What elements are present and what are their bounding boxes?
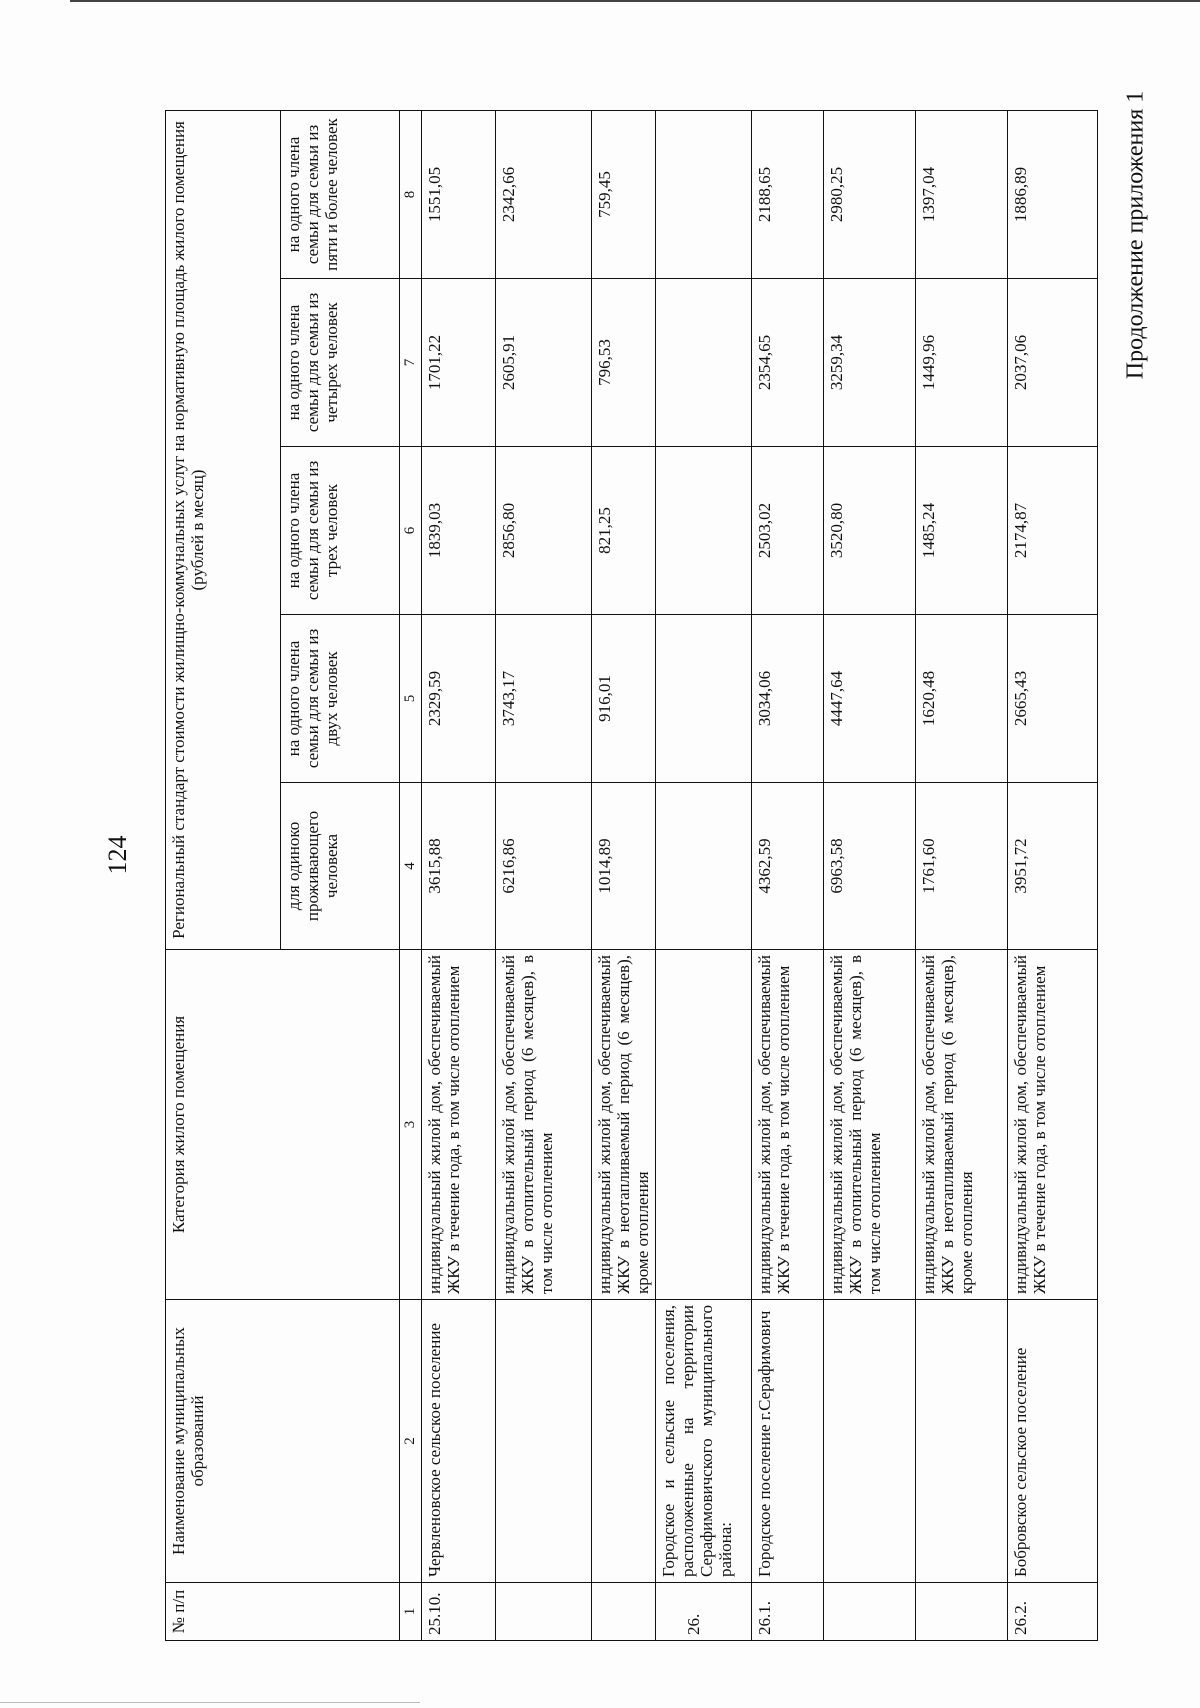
table-row xyxy=(496,111,592,1641)
municipality-name: Городское поселение г.Серафимович xyxy=(752,1300,824,1583)
municipality-name: Бобровское сельское поселение xyxy=(1008,1300,1098,1583)
column-number: 7 xyxy=(400,279,422,447)
value-family-3: 2856,80 xyxy=(496,447,592,615)
value-family-5: 1397,04 xyxy=(916,111,1008,279)
column-number: 8 xyxy=(400,111,422,279)
row-number: 26.2. xyxy=(1008,1583,1098,1641)
column-number: 5 xyxy=(400,615,422,783)
value-family-4: 1449,96 xyxy=(916,279,1008,447)
housing-category: индивидуальный жилой дом, обеспечиваемый ЖКУ в отопительный период (6 месяцев), в том числе отоплением xyxy=(824,950,916,1300)
value-family-3: 1485,24 xyxy=(916,447,1008,615)
value-family-5: 2342,66 xyxy=(496,111,592,279)
value-family-2: 4447,64 xyxy=(824,615,916,783)
table-row xyxy=(824,111,916,1641)
header-family-5: на одного члена семьи для семьи из пяти и более человек xyxy=(281,111,400,279)
value-family-3: 1839,03 xyxy=(422,447,496,615)
value-single: 3951,72 xyxy=(1008,783,1098,950)
value-family-4: 2354,65 xyxy=(752,279,824,447)
row-number: 26.1. xyxy=(752,1583,824,1641)
continuation-heading: Продолжение приложения 1 xyxy=(1122,90,1149,380)
value-family-3: 821,25 xyxy=(592,447,656,615)
value-single: 4362,59 xyxy=(752,783,824,950)
row-number xyxy=(496,1583,592,1641)
header-family-4: на одного члена семьи для семьи из четырех человек xyxy=(281,279,400,447)
row-number xyxy=(824,1583,916,1641)
column-number: 3 xyxy=(400,950,422,1300)
municipality-name xyxy=(592,1300,656,1583)
value-family-3: 2174,87 xyxy=(1008,447,1098,615)
value-family-3: 3520,80 xyxy=(824,447,916,615)
value-family-4: 1701,22 xyxy=(422,279,496,447)
table-row xyxy=(592,111,656,1641)
header-municipality: Наименование муниципальных образований xyxy=(166,1300,400,1583)
value-family-2: 3034,06 xyxy=(752,615,824,783)
scan-edge-line xyxy=(70,0,1200,2)
value-family-4 xyxy=(656,279,752,447)
header-family-2: на одного члена семьи для семьи из двух человек xyxy=(281,615,400,783)
municipality-name: Червленовское сельское поселение xyxy=(422,1300,496,1583)
value-family-5: 1551,05 xyxy=(422,111,496,279)
value-single: 6216,86 xyxy=(496,783,592,950)
header-single: для одиноко проживающего человека xyxy=(281,783,400,950)
value-family-5: 759,45 xyxy=(592,111,656,279)
housing-category: индивидуальный жилой дом, обеспечиваемый ЖКУ в течение года, в том числе отоплением xyxy=(422,950,496,1300)
table-row xyxy=(916,111,1008,1641)
value-family-2: 2329,59 xyxy=(422,615,496,783)
value-family-5 xyxy=(656,111,752,279)
header-standard: Региональный стандарт стоимости жилищно-коммунальных услуг на нормативную площадь жилого помещения (рублей в месяц) xyxy=(166,111,281,950)
column-number: 6 xyxy=(400,447,422,615)
value-single xyxy=(656,783,752,950)
value-family-3 xyxy=(656,447,752,615)
value-single: 6963,58 xyxy=(824,783,916,950)
column-number: 1 xyxy=(400,1583,422,1641)
table-row xyxy=(656,111,752,1641)
value-family-2: 2665,43 xyxy=(1008,615,1098,783)
row-number xyxy=(916,1583,1008,1641)
table-row xyxy=(422,111,496,1641)
housing-category: индивидуальный жилой дом, обеспечиваемый ЖКУ в отопительный период (6 месяцев), в том числе отоплением xyxy=(496,950,592,1300)
page-number: 124 xyxy=(103,835,132,875)
value-family-5: 1886,89 xyxy=(1008,111,1098,279)
column-number-row xyxy=(400,111,422,1641)
row-number xyxy=(592,1583,656,1641)
table-row xyxy=(752,111,824,1641)
value-family-2 xyxy=(656,615,752,783)
value-family-5: 2980,25 xyxy=(824,111,916,279)
value-family-3: 2503,02 xyxy=(752,447,824,615)
value-family-2: 916,01 xyxy=(592,615,656,783)
header-row xyxy=(166,111,281,1641)
municipality-name: Городское и сельские поселения, расположенные на территории Серафимовичского муниципального района: xyxy=(656,1300,752,1583)
header-category: Категория жилого помещения xyxy=(166,950,400,1300)
housing-category: индивидуальный жилой дом, обеспечиваемый ЖКУ в неотапливаемый период (6 месяцев), кроме отопления xyxy=(916,950,1008,1300)
header-no: № п/п xyxy=(166,1583,400,1641)
housing-category: индивидуальный жилой дом, обеспечиваемый ЖКУ в неотапливаемый период (6 месяцев), кроме отопления xyxy=(592,950,656,1300)
row-number: 25.10. xyxy=(422,1583,496,1641)
table-row xyxy=(1008,111,1098,1641)
value-family-2: 3743,17 xyxy=(496,615,592,783)
standards-table xyxy=(165,110,1098,1641)
value-single: 3615,88 xyxy=(422,783,496,950)
value-family-4: 3259,34 xyxy=(824,279,916,447)
header-family-3: на одного члена семьи для семьи из трех человек xyxy=(281,447,400,615)
municipality-name xyxy=(824,1300,916,1583)
column-number: 4 xyxy=(400,783,422,950)
value-family-5: 2188,65 xyxy=(752,111,824,279)
scan-edge-line xyxy=(0,1702,420,1703)
value-family-4: 796,53 xyxy=(592,279,656,447)
municipality-name xyxy=(496,1300,592,1583)
housing-category: индивидуальный жилой дом, обеспечиваемый ЖКУ в течение года, в том числе отоплением xyxy=(752,950,824,1300)
value-family-2: 1620,48 xyxy=(916,615,1008,783)
column-number: 2 xyxy=(400,1300,422,1583)
row-number: 26. xyxy=(656,1583,752,1641)
housing-category xyxy=(656,950,752,1300)
housing-category: индивидуальный жилой дом, обеспечиваемый ЖКУ в течение года, в том числе отоплением xyxy=(1008,950,1098,1300)
value-single: 1761,60 xyxy=(916,783,1008,950)
value-family-4: 2605,91 xyxy=(496,279,592,447)
rotated-table-container xyxy=(165,111,1065,1641)
municipality-name xyxy=(916,1300,1008,1583)
value-single: 1014,89 xyxy=(592,783,656,950)
value-family-4: 2037,06 xyxy=(1008,279,1098,447)
